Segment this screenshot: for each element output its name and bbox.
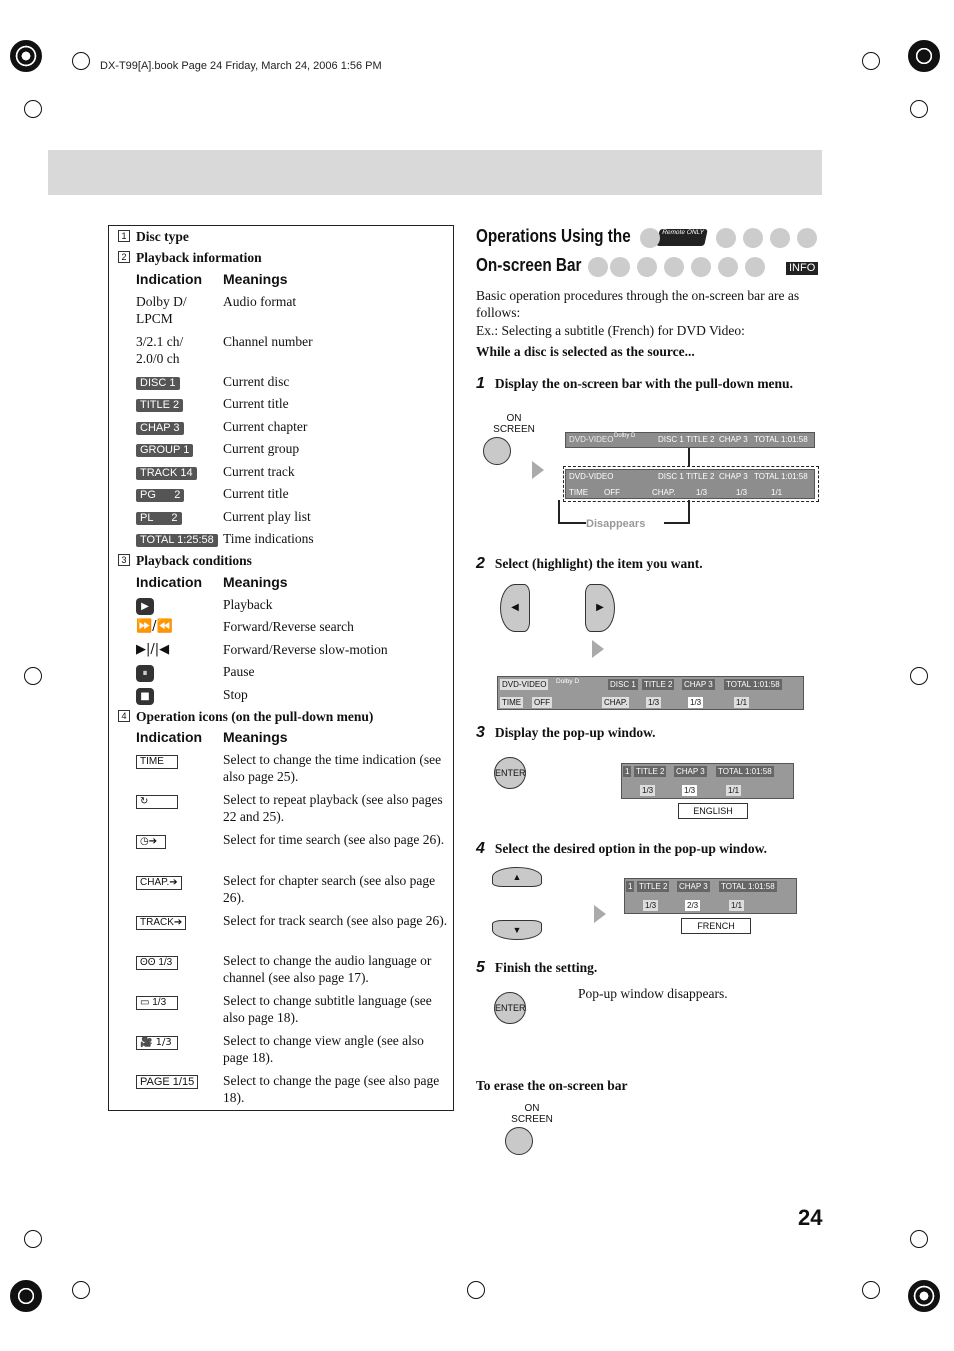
disappears-bracket <box>664 500 690 524</box>
title-dot <box>588 257 608 277</box>
osd-title: TITLE 2 <box>639 882 668 891</box>
meanings-header: Meanings <box>223 271 288 287</box>
disappears-label: Disappears <box>586 518 646 530</box>
up-cursor-button[interactable]: ▲ <box>492 867 542 887</box>
sec1-label: Disc type <box>136 229 189 244</box>
osd-one: 1 <box>625 767 630 776</box>
pg-chip: PG 2 <box>136 489 184 502</box>
meaning-text: Current disc <box>223 374 290 389</box>
arrow-right-icon <box>592 640 604 658</box>
meaning-text: Forward/Reverse slow-motion <box>223 642 388 657</box>
meaning-text: Select for chapter search (see also page 26). <box>223 873 436 905</box>
step-2 <box>476 555 703 573</box>
meaning-text: Select for time search (see also page 26). <box>223 832 445 847</box>
title-dot <box>691 257 711 277</box>
title-dot <box>743 228 763 248</box>
step-text: Select the desired option in the pop-up window. <box>494 841 767 856</box>
search-icons: ⏩/⏪ <box>136 619 173 634</box>
arrow-right-icon <box>594 905 606 923</box>
osd-chap-search: CHAP. <box>604 698 628 707</box>
osd-title: TITLE 2 <box>644 680 673 689</box>
title-line-2: On-screen Bar <box>476 255 582 275</box>
meaning-text: Select for track search (see also page 26). <box>223 913 448 928</box>
on-screen-label: ON SCREEN <box>493 413 535 435</box>
right-cursor-button[interactable]: ▶ <box>585 584 615 632</box>
meaning-text: Forward/Reverse search <box>223 619 354 634</box>
osd-disc: DISC 1 <box>610 680 636 689</box>
title-dot <box>770 228 790 248</box>
meaning-text: Select to change the time indication (see also page 25). <box>223 752 442 784</box>
on-screen-label: ON SCREEN <box>511 1103 553 1125</box>
title-chip: TITLE 2 <box>136 399 183 412</box>
title-dot <box>664 257 684 277</box>
meaning-text: Current chapter <box>223 419 308 434</box>
enter-button[interactable]: ENTER <box>494 757 526 789</box>
meaning-text: Select to change view angle (see also page 18). <box>223 1033 424 1065</box>
title-dot <box>610 257 630 277</box>
page-icon: PAGE 1/15 <box>136 1075 198 1089</box>
disappears-bracket <box>558 500 586 524</box>
step-text: Display the pop-up window. <box>494 725 656 740</box>
meaning-text: Select to change subtitle language (see also page 18). <box>223 993 432 1025</box>
indication-header: Indication <box>136 271 203 287</box>
title-dot <box>745 257 765 277</box>
osd-bar-step2 <box>497 676 804 710</box>
stop-icon: ■ <box>136 688 154 705</box>
osd-one: 1 <box>628 882 633 891</box>
header-band <box>48 150 822 195</box>
meaning-text: Current track <box>223 464 295 479</box>
erase-title: To erase the on-screen bar <box>476 1078 628 1093</box>
slow-motion-icons: ▶|/|◀ <box>136 642 170 657</box>
left-cursor-button[interactable]: ◀ <box>500 584 530 632</box>
osd-subtitle: 1/3 <box>736 488 748 497</box>
step-3 <box>476 724 655 742</box>
sec4-number: 4 <box>118 710 130 722</box>
osd-subtitle: 2/3 <box>687 901 699 910</box>
osd-chap: CHAP 3 <box>676 767 705 776</box>
title-line-1: Operations Using the <box>476 226 631 246</box>
meanings-header: Meanings <box>223 729 288 745</box>
meaning-text: Channel number <box>223 334 313 349</box>
title-dot <box>640 228 660 248</box>
sec2-label: Playback information <box>136 250 262 265</box>
osd-off: OFF <box>534 698 550 707</box>
enter-button[interactable]: ENTER <box>494 992 526 1024</box>
track-chip: TRACK 14 <box>136 467 197 480</box>
step-number: 3 <box>476 724 485 741</box>
down-cursor-button[interactable]: ▼ <box>492 920 542 940</box>
meaning-text: Select to change the audio language or channel (see also page 17). <box>223 953 432 985</box>
indication-header: Indication <box>136 729 203 745</box>
osd-chap-search: CHAP. <box>652 488 676 497</box>
play-icon: ▶ <box>136 598 154 615</box>
osd-title: TITLE 2 <box>686 435 715 444</box>
osd-disc: DISC 1 <box>658 435 684 444</box>
meaning-text: Stop <box>223 687 248 702</box>
osd-dvd-video: DVD-VIDEO <box>569 435 614 444</box>
info-badge: INFO <box>786 262 818 275</box>
total-chip: TOTAL 1:25:58 <box>136 534 218 547</box>
title-dot <box>797 228 817 248</box>
remote-only-badge: Remote ONLY <box>656 229 708 246</box>
osd-total: TOTAL 1:01:58 <box>754 472 808 481</box>
pause-icon: ⏸ <box>136 665 154 682</box>
arrow-right-icon <box>532 461 544 479</box>
osd-subtitle-highlighted: 1/3 <box>690 698 702 707</box>
osd-chap: CHAP 3 <box>719 435 748 444</box>
osd-popup-step4 <box>624 878 797 914</box>
step-1 <box>476 375 793 393</box>
time-icon: TIME <box>136 755 178 769</box>
meanings-header: Meanings <box>223 574 288 590</box>
track-search-icon: TRACK➔ <box>136 916 186 930</box>
page-number: 24 <box>798 1205 823 1230</box>
osd-audio: 1/3 <box>648 698 660 707</box>
osd-total: TOTAL 1:01:58 <box>721 882 775 891</box>
chapter-search-icon: CHAP.➔ <box>136 876 182 890</box>
osd-disc: DISC 1 <box>658 472 684 481</box>
osd-title: TITLE 2 <box>686 472 715 481</box>
osd-time: TIME <box>502 698 522 707</box>
indication-header: Indication <box>136 574 203 590</box>
intro-text-2: Ex.: Selecting a subtitle (French) for DVD Video: <box>476 323 745 338</box>
down-arrow-line <box>688 448 690 466</box>
audio-icon: ʘʘ 1/3 <box>136 956 178 970</box>
popup-disappears-text: Pop-up window disappears. <box>578 986 728 1001</box>
section-title-2 <box>476 255 600 276</box>
step-number: 2 <box>476 555 485 572</box>
meaning-text: Current group <box>223 441 300 456</box>
osd-chap: CHAP 3 <box>719 472 748 481</box>
step-4 <box>476 840 767 858</box>
step-5 <box>476 959 597 977</box>
meaning-text: Current title <box>223 396 289 411</box>
on-screen-button[interactable] <box>505 1127 533 1155</box>
angle-icon: 🎥 1/3 <box>136 1036 178 1050</box>
meaning-text: Current title <box>223 486 289 501</box>
osd-angle: 1/1 <box>736 698 748 707</box>
indication-table <box>108 225 454 1111</box>
meaning-text: Select to repeat playback (see also pages 22 and 25). <box>223 792 443 824</box>
indication-text: Dolby D/ LPCM <box>136 294 187 326</box>
osd-off: OFF <box>604 488 620 497</box>
popup-english: ENGLISH <box>678 803 748 819</box>
title-dot <box>637 257 657 277</box>
osd-dolby: Dolby D <box>614 433 636 439</box>
subtitle-icon: ▭ 1/3 <box>136 996 178 1010</box>
title-dot <box>718 257 738 277</box>
osd-angle: 1/1 <box>731 901 743 910</box>
meaning-text: Time indications <box>223 531 314 546</box>
osd-time: TIME <box>569 488 589 497</box>
title-dot <box>716 228 736 248</box>
repeat-icon: ↻ <box>136 795 178 809</box>
osd-dvd-video: DVD-VIDEO <box>502 680 547 689</box>
step-text: Select (highlight) the item you want. <box>494 556 703 571</box>
sec2-number: 2 <box>118 251 130 263</box>
meaning-text: Audio format <box>223 294 297 309</box>
osd-audio: 1/3 <box>696 488 708 497</box>
chap-chip: CHAP 3 <box>136 422 184 435</box>
step-number: 1 <box>476 375 485 392</box>
intro-text-3: While a disc is selected as the source... <box>476 344 695 359</box>
step-number: 4 <box>476 840 485 857</box>
osd-dvd-video: DVD-VIDEO <box>569 472 614 481</box>
disc-chip: DISC 1 <box>136 377 180 390</box>
osd-total: TOTAL 1:01:58 <box>726 680 780 689</box>
osd-bar-expanded <box>565 469 815 499</box>
indication-text: 3/2.1 ch/ 2.0/0 ch <box>136 334 184 366</box>
book-header-line: DX-T99[A].book Page 24 Friday, March 24, 2006 1:56 PM <box>100 60 382 72</box>
step-text: Finish the setting. <box>494 960 598 975</box>
sec4-label: Operation icons (on the pull-down menu) <box>136 709 374 724</box>
osd-audio: 1/3 <box>642 786 654 795</box>
sec3-number: 3 <box>118 554 130 566</box>
sec3-label: Playback conditions <box>136 553 252 568</box>
group-chip: GROUP 1 <box>136 444 193 457</box>
osd-total: TOTAL 1:01:58 <box>754 435 808 444</box>
osd-audio: 1/3 <box>645 901 657 910</box>
osd-subtitle: 1/3 <box>684 786 696 795</box>
meaning-text: Pause <box>223 664 255 679</box>
step-text: Display the on-screen bar with the pull-down menu. <box>494 376 793 391</box>
osd-title: TITLE 2 <box>636 767 665 776</box>
osd-popup-step3 <box>621 763 794 799</box>
meaning-text: Current play list <box>223 509 311 524</box>
on-screen-button[interactable] <box>483 437 511 465</box>
time-search-icon: ◷➔ <box>136 835 166 849</box>
osd-angle: 1/1 <box>728 786 740 795</box>
osd-chap: CHAP 3 <box>684 680 713 689</box>
osd-angle: 1/1 <box>771 488 783 497</box>
osd-total: TOTAL 1:01:58 <box>718 767 772 776</box>
meaning-text: Select to change the page (see also page 18). <box>223 1073 440 1105</box>
meaning-text: Playback <box>223 597 273 612</box>
osd-chap: CHAP 3 <box>679 882 708 891</box>
intro-text-1: Basic operation procedures through the on-screen bar are as follows: <box>476 288 800 320</box>
section-title <box>476 226 658 247</box>
popup-french: FRENCH <box>681 918 751 934</box>
osd-dolby: Dolby D <box>556 678 580 685</box>
step-number: 5 <box>476 959 485 976</box>
osd-bar-collapsed <box>565 432 815 448</box>
sec1-number: 1 <box>118 230 130 242</box>
pl-chip: PL 2 <box>136 512 182 525</box>
